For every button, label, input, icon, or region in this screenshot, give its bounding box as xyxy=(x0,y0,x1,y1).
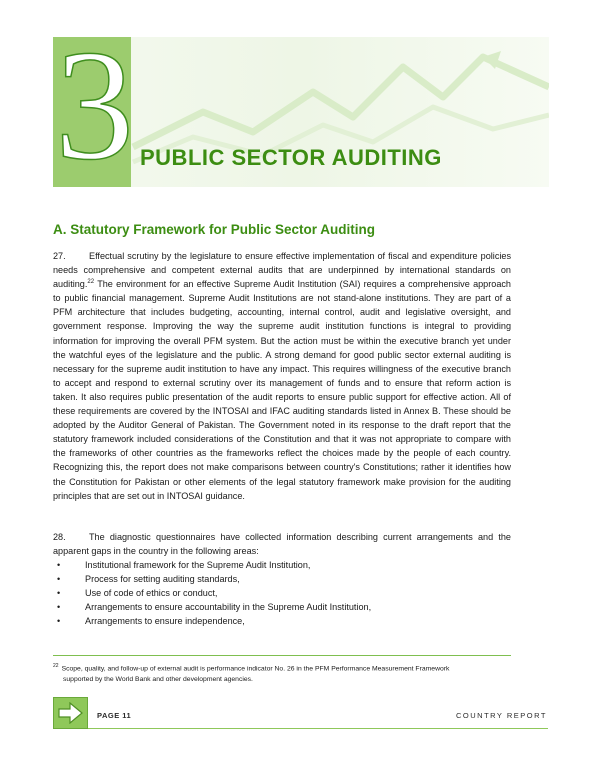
bullet-list xyxy=(53,558,371,628)
list-item: • Institutional framework for the Supreme Audit Institution, xyxy=(53,558,371,572)
bullet-icon: • xyxy=(57,616,61,627)
bullet-icon: • xyxy=(57,560,61,570)
paragraph-text: Effectual scrutiny by the legislature to ensure effective implementation of fiscal and expenditure policies needs comprehensive and competent external audits that are underpinned by international standards on auditing. xyxy=(53,251,511,290)
chapter-number-block xyxy=(53,18,134,193)
footnote-mark: 22 xyxy=(53,663,59,669)
paragraph-28 xyxy=(53,530,511,558)
footnote-divider xyxy=(53,655,511,656)
list-item: • Arrangements to ensure independence, xyxy=(53,614,371,628)
paragraph-text: The diagnostic questionnaires have collected information describing current arrangements and the apparent gaps in the country in the following areas: xyxy=(53,532,511,557)
footnote-reference[interactable]: 22 xyxy=(87,279,95,286)
footer-divider xyxy=(88,728,548,729)
chapter-title: PUBLIC SECTOR AUDITING xyxy=(140,145,442,170)
section-heading: A. Statutory Framework for Public Sector Auditing xyxy=(53,222,376,237)
next-page-arrow-icon[interactable] xyxy=(53,697,88,729)
paragraph-number: 28. xyxy=(53,532,66,542)
list-item: • Process for setting auditing standards, xyxy=(53,572,371,586)
paragraph-text-continued: The environment for an effective Supreme Audit Institution (SAI) requires a comprehensive approach to public financial management. Supreme Audit Institutions are not stand-alone institutions. They are part of a PFM architecture that includes budgeting, accounting, internal control, audit and legislative oversight, and government response. Improving the way the supreme audit institution functions is integral to providing information for improving the overall PFM system. But the action must be within the executive branch yet under the watchful eyes of the legislature and the public. A strong demand for good public sector external auditing is necessary for the supreme audit institution to have any impact. This requires willingness of the executive branch to accept and respond to external scrutiny over its management of funds and to ensure that reform action is taken. It also requires public presentation of the audit reports to ensure public support for effective action. All of these requirements are covered by the INTOSAI and IFAC auditing standards listed in Annex B. These should be adopted by the Auditor General of Pakistan. The Government noted in its response to the draft report that the statutory framework included considerations of the Constitution and that it was not appropriate to compare with the frameworks of other countries as the frameworks reflect the choices made by the people of each country. Recognizing this, the report does not make comparisons between country's Constitutions; rather it identifies how the Constitution for Pakistan or other elements of the legal statutory framework make provision for the auditing principles that are set out in INTOSAI guidance. xyxy=(53,279,511,501)
bullet-icon: • xyxy=(57,574,61,585)
bullet-icon: • xyxy=(57,602,61,613)
chapter-number: 3 xyxy=(55,18,134,193)
footnote-text-line1: Scope, quality, and follow-up of external audit is performance indicator No. 26 in the PFM Performance Measurement Framework xyxy=(61,665,450,673)
footnote-text-line2: supported by the World Bank and other development agencies. xyxy=(63,676,253,684)
bullet-icon: • xyxy=(57,588,61,599)
report-label: COUNTRY REPORT xyxy=(455,711,547,720)
page-number: PAGE 11 xyxy=(97,711,132,720)
paragraph-number: 27. xyxy=(53,251,66,261)
list-item: • Use of code of ethics or conduct, xyxy=(53,586,371,600)
footnote xyxy=(53,661,511,685)
paragraph-27 xyxy=(53,249,511,503)
list-item: • Arrangements to ensure accountability in the Supreme Audit Institution, xyxy=(53,600,371,614)
